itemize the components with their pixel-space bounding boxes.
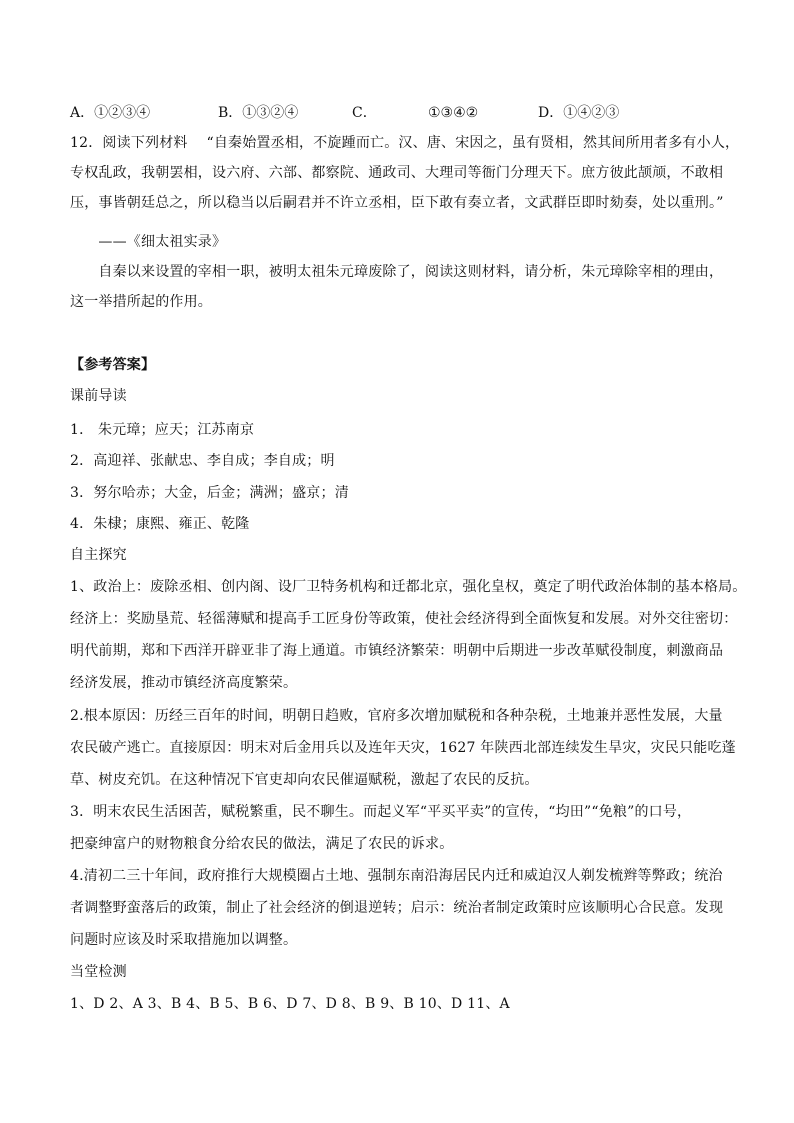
answer-line: 问题时应该及时采取措施加以调整。 [70, 932, 298, 948]
option-d: D．①④②③ [538, 105, 620, 121]
answer-line: 者调整野蛮落后的政策，制止了社会经济的倒退逆转；启示：统治者制定政策时应该顺明心合民意。发现 [70, 900, 724, 916]
question-12-source: ——《细太祖实录》 [70, 234, 227, 250]
question-12-line-1: 12．阅读下列材料 “自秦始置丞相，不旋踵而亡。汉、唐、宋因之，虽有贤相，然其间所用者多有小人， [70, 135, 740, 151]
answer-line: 把豪绅富户的财物粮食分给农民的做法，满足了农民的诉求。 [70, 836, 454, 852]
answer-line: 经济发展，推动市镇经济高度繁荣。 [70, 675, 298, 691]
answer-line: 经济上：奖励垦荒、轻徭薄赋和提高手工匠身份等政策，使社会经济得到全面恢复和发展。对外交往密切： [70, 611, 738, 627]
question-12-prompt-line-1: 自秦以来设置的宰相一职，被明太祖朱元璋废除了，阅读这则材料，请分析，朱元璋除宰相的理由， [70, 264, 724, 280]
option-b: B．①③②④ [218, 105, 299, 121]
answer-line: 4．朱棣；康熙、雍正、乾隆 [70, 516, 250, 532]
answer-line: 1． 朱元璋；应天；江苏南京 [70, 422, 255, 438]
answer-line: 草、树皮充饥。在这种情况下官吏却向农民催逼赋税，激起了农民的反抗。 [70, 772, 539, 788]
answer-key-line: 1、D 2、A 3、B 4、B 5、B 6、D 7、D 8、B 9、B 10、D 11、A [70, 996, 510, 1012]
answers-heading: 【参考答案】 [70, 357, 156, 373]
answer-line: 农民破产逃亡。直接原因：明末对后金用兵以及连年天灾，1627 年陕西北部连续发生旱灾，灾民只能吃蓬 [70, 740, 736, 756]
answer-line: 3．努尔哈赤；大金，后金；满洲；盛京；清 [70, 485, 349, 501]
option-c: C． [352, 105, 377, 121]
answer-line: 4.清初二三十年间，政府推行大规模圈占土地、强制东南沿海居民内迁和威迫汉人剃发梳辫等弊政；统治 [70, 868, 723, 884]
answer-line: 2．高迎祥、张献忠、李自成；李自成；明 [70, 453, 335, 469]
question-12-line-2: 专权乱政，我朝罢相，设六府、六部、都察院、通政司、大理司等衙门分理天下。庶方彼此颉颃，不敢相 [70, 165, 724, 181]
option-c-value: ①③④② [428, 105, 479, 121]
question-12-prompt-line-2: 这一举措所起的作用。 [70, 294, 212, 310]
section-self-study: 自主探究 [70, 547, 127, 563]
answer-line: 3．明末农民生活困苦，赋税繁重，民不聊生。而起义军“平买平卖”的宣传，“均田”“免粮”的口号， [70, 804, 692, 820]
answer-line: 1、政治上：废除丞相、创内阁、设厂卫特务机构和迁都北京，强化皇权，奠定了明代政治体制的基本格局。 [70, 579, 747, 595]
question-12-line-3: 压，事皆朝廷总之，所以稳当以后嗣君并不许立丞相，臣下敢有奏立者，文武群臣即时劾奏，处以重刑。” [70, 195, 724, 211]
answer-line: 明代前期，郑和下西洋开辟亚非了海上通道。市镇经济繁荣：明朝中后期进一步改革赋役制度，刺激商品 [70, 643, 724, 659]
answer-line: 2.根本原因：历经三百年的时间，明朝日趋败，官府多次增加赋税和各种杂税，土地兼并恶性发展，大量 [70, 708, 723, 724]
section-pre-reading: 课前导读 [70, 388, 127, 404]
section-in-class-test: 当堂检测 [70, 964, 127, 980]
option-a: A．①②③④ [70, 105, 151, 121]
